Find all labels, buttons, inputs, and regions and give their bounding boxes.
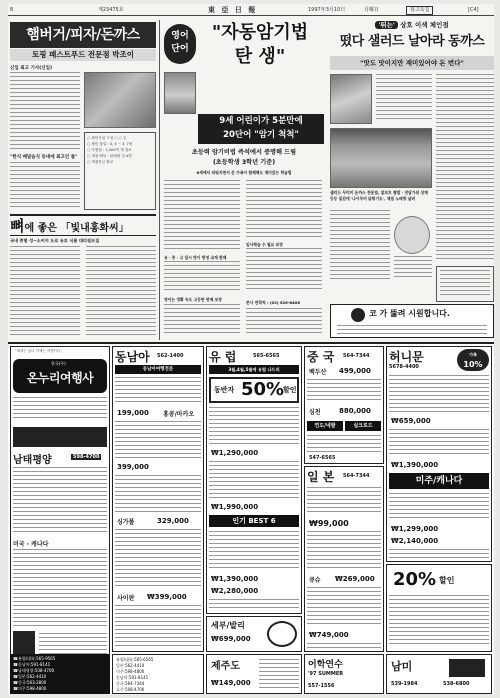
- south-america-tel2: 538-6800: [443, 681, 470, 687]
- story1-body-left: [10, 72, 80, 152]
- honeymoon-america: 미주/캐나다: [389, 473, 489, 489]
- europe-ad: [206, 346, 302, 614]
- europe-title: 유 럽: [209, 350, 237, 364]
- story3-badge: [164, 24, 196, 64]
- story3-body-left: [164, 180, 240, 254]
- story3-note3: 임사학습 수 필요 보장: [246, 242, 283, 247]
- bottom-contact-line: 중국:564-7344: [116, 681, 145, 686]
- story4-body2: [330, 210, 390, 282]
- story3-note2: 영어는 정확 속도 고등판 판매 보장: [164, 297, 222, 302]
- paper-name: 東 亞 日 報: [208, 6, 258, 14]
- europe-tel: 565-6565: [253, 353, 280, 359]
- bottom-contact-ad: [112, 654, 204, 694]
- honeymoon-title: 허니문: [389, 350, 424, 364]
- story4-info-box: [436, 266, 494, 302]
- cebu-logo-icon: [267, 621, 297, 647]
- story3-body-right2: [246, 248, 322, 296]
- advertisement-area: [8, 342, 494, 694]
- story3-lead1: 초등력 암기비법 즉석에서 증명해 드림: [191, 149, 297, 156]
- column-rule: [159, 20, 160, 340]
- honeymoon-price1: ₩659,000: [391, 417, 431, 425]
- story1-kicker: 신입 최고 기사(신입): [10, 66, 53, 71]
- story3-body-left2: [164, 261, 240, 295]
- story3-contact: 본사 연락처 : (02) 526-8408: [246, 300, 300, 305]
- tour-phone-line: ☎일본:562-4410: [13, 674, 47, 679]
- story1-tagline: "한식 배달음식 동네에 최고인 물": [10, 155, 78, 160]
- europe-price3: ₩1,390,000: [211, 575, 259, 583]
- tour-promo-box: [13, 427, 107, 447]
- honeymoon-ad: [386, 346, 492, 562]
- southeast-price3: 329,000: [157, 517, 189, 525]
- story3-lead3: 6세에서 외워지면서 존 가족이 함께해도 재미있는 학습법: [196, 170, 292, 175]
- mascot-illustration: [394, 216, 430, 254]
- europe-discount: 50%: [241, 379, 285, 400]
- china-ad: [304, 346, 384, 464]
- tour-phone-line: ☎중국:563-2800: [13, 680, 47, 685]
- issue-number: 제23475호: [98, 7, 124, 13]
- story2-prefix: 뼈: [10, 217, 25, 235]
- story4-subhead: "맛도 맛이지만 재미있어야 돈 번다": [330, 56, 494, 70]
- story2-kicker: 국내 종합 성~소비지 도로 유토 식품 대리점모집: [10, 238, 100, 243]
- tour-brand-prefix: 한국(주): [51, 361, 66, 366]
- southeast-price4: ₩399,000: [147, 593, 187, 601]
- info-line: ○ 개점자금 확보: [87, 160, 114, 164]
- story3-badge-bottom: 단어: [171, 44, 189, 54]
- china-price2: 880,000: [339, 407, 371, 415]
- story1-body-lower: [10, 162, 80, 212]
- story4-kicker-row: [330, 20, 494, 30]
- nose-icon: [351, 308, 365, 322]
- japan-price2: ₩269,000: [335, 575, 375, 583]
- newspaper-page: [8, 4, 494, 694]
- story4-headline: 떴다 샐러드 날아라 동까스: [339, 34, 485, 49]
- honeymoon-discount2: 20%: [393, 569, 437, 590]
- honeymoon-price3: ₩1,299,000: [391, 525, 439, 533]
- southeast-tel: 562-1400: [157, 353, 184, 359]
- story4-photo-main: [330, 128, 432, 188]
- story2-headline-row: [10, 214, 156, 236]
- issue-weekday: 月曜日: [364, 7, 380, 13]
- cebu-ad: [206, 616, 302, 652]
- honeymoon-tel: 5678-4400: [389, 364, 419, 370]
- southeast-price1: 199,000: [117, 409, 149, 417]
- jeju-ad: [206, 654, 302, 694]
- europe-best: 인기 BEST 6: [209, 515, 299, 527]
- tour-phone-line: ☎유럽/대륙:565-9565: [13, 656, 56, 661]
- cebu-price: ₩699,000: [211, 635, 251, 643]
- europe-price1: ₩1,290,000: [211, 449, 259, 457]
- story3-body-right3: [246, 308, 322, 338]
- south-america-tel: 539-1984: [391, 681, 418, 687]
- masthead: [8, 4, 494, 16]
- japan-tel: 564-7344: [343, 473, 370, 479]
- bottom-contact-line: 동남아:591-8141: [116, 675, 149, 680]
- europe-price4: ₩2,280,000: [211, 587, 259, 595]
- page-number-left: 8: [10, 7, 14, 13]
- honeymoon-price4: ₩2,140,000: [391, 537, 439, 545]
- story4-body-right: [436, 74, 494, 264]
- tour-small-label: 「세계는 넓다 이제는 여행이다」: [13, 349, 64, 353]
- story1-info-box: [84, 132, 156, 210]
- tour-list-title: 미국 · 캐나다: [13, 541, 49, 548]
- story3-sub-line1: 9세 어린이가 5분만에: [219, 116, 303, 126]
- story3-badge-top: 영어: [171, 31, 189, 41]
- story2-body-left: [10, 246, 80, 338]
- story3-sub-block: [198, 114, 324, 144]
- study-tel: 557-1556: [308, 683, 335, 689]
- study-subtitle: '97 SUMMER: [308, 671, 344, 677]
- page-number-right: [C4]: [468, 7, 479, 13]
- story4-photo-small: [330, 74, 372, 124]
- story1-headline: 햄버거/피자/돈까스: [10, 22, 156, 48]
- info-line: ○ 가맹점 : 1,000여 개 점포: [87, 148, 132, 152]
- study-title: 어학연수: [308, 660, 343, 670]
- jeju-title: 제주도: [211, 661, 240, 672]
- bottom-contact-list: [116, 657, 153, 693]
- story4-body1: [376, 74, 432, 124]
- southeast-label: 동남아여행전문: [115, 365, 201, 374]
- south-america-block: [449, 659, 485, 677]
- tour-brand-text: 온누리여행사: [26, 371, 94, 385]
- tour-phone-list: [10, 654, 110, 694]
- banner-ad: [330, 304, 494, 338]
- southeast-sub: 사이판: [117, 595, 135, 602]
- china-label1: 백두산: [309, 369, 327, 376]
- story4-body3: [394, 256, 432, 282]
- china-label2: 심천: [309, 409, 321, 416]
- south-america-title: 남미: [391, 660, 413, 673]
- honeymoon-discount: 10%: [463, 360, 483, 369]
- honeymoon-discount-badge: [457, 349, 489, 371]
- europe-discount-box: [209, 377, 299, 403]
- china-tel: 564-7344: [343, 353, 370, 359]
- info-line: ○ 체인사업 구성 ○ ○ 등: [87, 136, 127, 140]
- china-price1: 499,000: [339, 367, 371, 375]
- story4-caption: 샐러드 꾸러미 돈까스 전문점, 알코트 짬밥 · 전답가위 상계 등등 일감에 '나이무터 닭튀기도', 재점 노래방 살려: [330, 190, 428, 201]
- tour-phone-line: ☎남태평양:508-4700: [13, 668, 55, 673]
- info-line: ○ 체인 창업 : 3, 4 ~ 3. 7평: [87, 142, 133, 146]
- story3-body-left3: [164, 304, 240, 338]
- story2-headline: 에 좋은 「빛내홍화씨」: [24, 223, 129, 234]
- honeymoon-discount-ad: [386, 564, 492, 652]
- info-line: ○ 개점 배달 : 판매원 일 4명: [87, 154, 132, 158]
- bottom-contact-line: 미주:598-4800: [116, 669, 145, 674]
- south-america-ad: [386, 654, 492, 694]
- southeast-title: 동남아: [115, 350, 150, 364]
- china-section2: 실크로드: [345, 421, 381, 431]
- tour-nam-title: 남태평양: [13, 455, 52, 466]
- story4-kicker-tag: '뛰는': [375, 21, 398, 29]
- banner-text: 코 가 뚫려 시원합니다.: [369, 309, 450, 318]
- story3-body-right: [246, 180, 322, 240]
- china-tel2: 547-6565: [309, 455, 336, 461]
- story1-photo: [84, 72, 156, 128]
- europe-discount-suffix: 할인: [283, 386, 297, 394]
- japan-title: 일 본: [307, 470, 335, 484]
- southeast-guam: 싱가폴: [117, 519, 135, 526]
- story3-headline-line1: "자동암기법: [211, 22, 309, 43]
- story3-lead2: (초등학생 3학년 기준): [212, 159, 276, 166]
- japan-price1: ₩99,000: [309, 519, 349, 528]
- story1-subhead: 토핑 패스트푸드 전문점 박조이: [10, 49, 156, 61]
- bottom-contact-line: 호주:508-4700: [116, 687, 145, 692]
- section-label: 광고특집: [406, 6, 433, 15]
- southeast-hk: 홍콩/마카오: [163, 411, 195, 418]
- honeymoon-price2: ₩1,390,000: [391, 461, 439, 469]
- story3-photo: [164, 72, 196, 114]
- japan-ad: [304, 466, 384, 652]
- japan-price3: ₩749,000: [309, 631, 349, 639]
- jeju-price: ₩149,000: [211, 679, 251, 687]
- tour-nam-tel: 598-4700: [73, 454, 100, 460]
- southeast-price2: 399,000: [117, 463, 149, 471]
- tour-phone-line: ☎미주:598-4800: [13, 686, 47, 691]
- japan-label: 큐슈: [309, 577, 321, 584]
- issue-date: 1997年3月10日: [308, 7, 346, 13]
- europe-discount-label: 동반자: [214, 386, 235, 394]
- bottom-contact-line: 일본:562-4410: [116, 663, 145, 668]
- tour-ad: [10, 346, 110, 694]
- story3-headline-line2: 탄 생": [234, 46, 286, 67]
- story4-kicker: 상호 이색 체인점: [400, 21, 449, 29]
- story3-note: 유 · 중 · 고 입시 맛이 방영 교재 판매: [164, 255, 227, 260]
- china-section: 연도/네팔: [307, 421, 343, 431]
- cebu-title: 세부/발리: [211, 621, 245, 630]
- tour-phone-line: ☎동남아:591-8141: [13, 662, 51, 667]
- story2-body-right: [86, 246, 156, 338]
- bottom-contact-line: 유럽/대륙:565-6565: [116, 657, 154, 662]
- europe-price2: ₩1,990,000: [211, 503, 259, 511]
- story3-sub-line2: 20단어 "암기 척척": [223, 130, 299, 140]
- europe-note: 3월,4월,5월에 유럽 나드리: [209, 365, 299, 374]
- southeast-ad: [112, 346, 204, 652]
- china-title: 중 국: [307, 350, 335, 364]
- honeymoon-discount2-label: 할인: [439, 576, 455, 585]
- honeymoon-discount-label: 가족: [469, 352, 477, 357]
- study-ad: [304, 654, 384, 694]
